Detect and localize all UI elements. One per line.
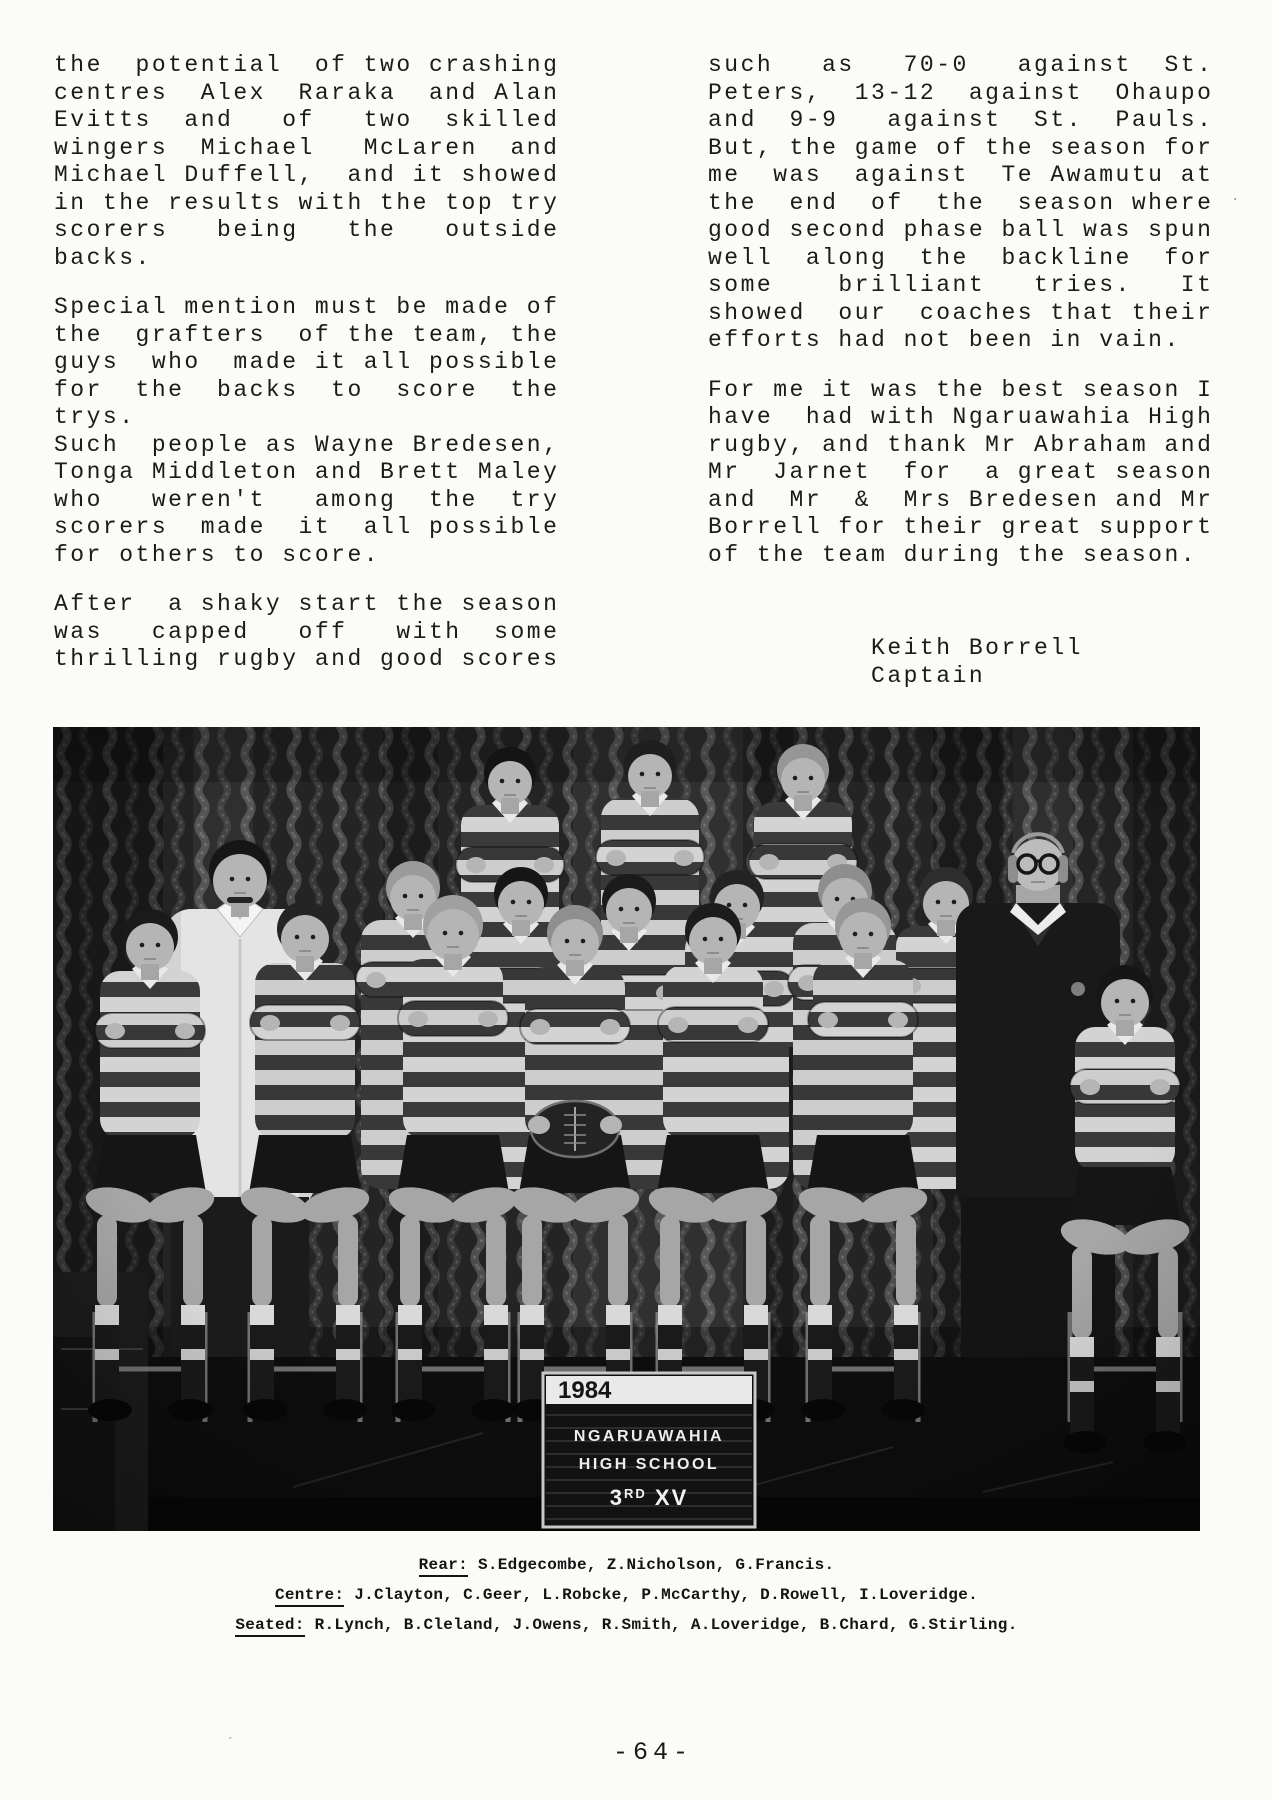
right-column-line: well along the backline for	[708, 244, 1214, 271]
right-column-line: the end of the season where	[708, 189, 1214, 216]
right-column-paragraph-gap	[708, 569, 1228, 591]
sign-school-line1: NGARUAWAHIA	[573, 1428, 725, 1445]
caption-row	[53, 1610, 1200, 1640]
left-column-line: Evitts and of two skilled	[54, 107, 560, 133]
right-column-line: Mr Jarnet for a great season	[708, 459, 1214, 485]
left-column-line: the potential of two crashing	[54, 52, 560, 78]
right-column-line: good second phase ball was spun	[708, 217, 1214, 243]
left-column-line: Special mention must be made of	[54, 294, 560, 320]
left-column-line: was capped off with some	[54, 618, 560, 645]
caption-row-names: S.Edgecombe, Z.Nicholson, G.Francis.	[468, 1556, 835, 1574]
right-column-line: Keith Borrell	[708, 635, 1083, 661]
left-column-line: backs.	[54, 244, 152, 271]
caption-row	[53, 1550, 1200, 1580]
right-column-line: Borrell for their great support	[708, 514, 1214, 540]
right-column-line: efforts had not been in vain.	[708, 327, 1181, 353]
right-column-line: and 9-9 against St. Pauls.	[708, 107, 1214, 133]
right-column-line: showed our coaches that their	[708, 299, 1214, 326]
caption-row-label: Seated:	[235, 1616, 304, 1637]
team-sign	[543, 1373, 755, 1527]
left-column-line: in the results with the top try	[54, 189, 560, 216]
left-column-line: scorers being the outside	[54, 217, 560, 243]
team-photo	[53, 727, 1200, 1531]
right-column-paragraph-gap	[708, 591, 1228, 613]
caption-row-names: J.Clayton, C.Geer, L.Robcke, P.McCarthy, D.Rowell, I.Loveridge.	[344, 1586, 978, 1604]
caption-row-label: Centre:	[275, 1586, 344, 1607]
article-right-column	[708, 52, 1228, 690]
right-column-paragraph-gap	[708, 613, 1228, 635]
left-column-line: centres Alex Raraka and Alan	[54, 79, 560, 106]
sign-year: 1984	[558, 1377, 612, 1404]
caption-row-label: Rear:	[419, 1556, 469, 1577]
right-column-line: Captain	[708, 662, 986, 689]
left-column-line: for the backs to score the	[54, 376, 560, 403]
left-column-line: trys.	[54, 404, 136, 430]
right-column-line: and Mr & Mrs Bredesen and Mr	[708, 486, 1214, 513]
left-column-line: scorers made it all possible	[54, 514, 560, 540]
caption-row-names: R.Lynch, B.Cleland, J.Owens, R.Smith, A.Loveridge, B.Chard, G.Stirling.	[304, 1616, 1018, 1634]
right-column-paragraph-gap	[708, 355, 1228, 377]
page-number: -64-	[612, 1738, 694, 1767]
right-column-line: some brilliant tries. It	[708, 272, 1214, 298]
left-column-line: thrilling rugby and good scores	[54, 646, 560, 672]
left-column-line: for others to score.	[54, 541, 381, 568]
right-column-line: rugby, and thank Mr Abraham and	[708, 431, 1214, 458]
photo-caption	[53, 1550, 1200, 1640]
sign-team: 3RD XV	[609, 1485, 689, 1510]
right-column-line: such as 70-0 against St.	[708, 52, 1214, 78]
caption-row	[53, 1580, 1200, 1610]
left-column-line: Such people as Wayne Bredesen,	[54, 431, 560, 458]
print-artifact: ´	[226, 1736, 235, 1752]
right-column-line: But, the game of the season for	[708, 134, 1214, 161]
right-column-line: For me it was the best season I	[708, 376, 1214, 403]
left-column-line: Michael Duffell, and it showed	[54, 162, 560, 188]
right-column-line: me was against Te Awamutu at	[708, 162, 1214, 188]
print-artifact: ·	[1231, 192, 1240, 208]
sign-school-line2: HIGH SCHOOL	[578, 1456, 720, 1473]
right-column-line: have had with Ngaruawahia High	[708, 404, 1214, 430]
left-column-line: who weren't among the try	[54, 486, 560, 513]
left-column-line: After a shaky start the season	[54, 591, 560, 617]
left-column-line: the grafters of the team, the	[54, 321, 560, 348]
left-column-line: Tonga Middleton and Brett Maley	[54, 459, 560, 485]
article-left-column	[54, 52, 574, 674]
right-column-line: Peters, 13-12 against Ohaupo	[708, 79, 1214, 106]
left-column-paragraph-gap	[54, 272, 574, 294]
left-column-paragraph-gap	[54, 569, 574, 591]
right-column-line: of the team during the season.	[708, 541, 1198, 568]
left-column-line: guys who made it all possible	[54, 349, 560, 375]
left-column-line: wingers Michael McLaren and	[54, 134, 560, 161]
